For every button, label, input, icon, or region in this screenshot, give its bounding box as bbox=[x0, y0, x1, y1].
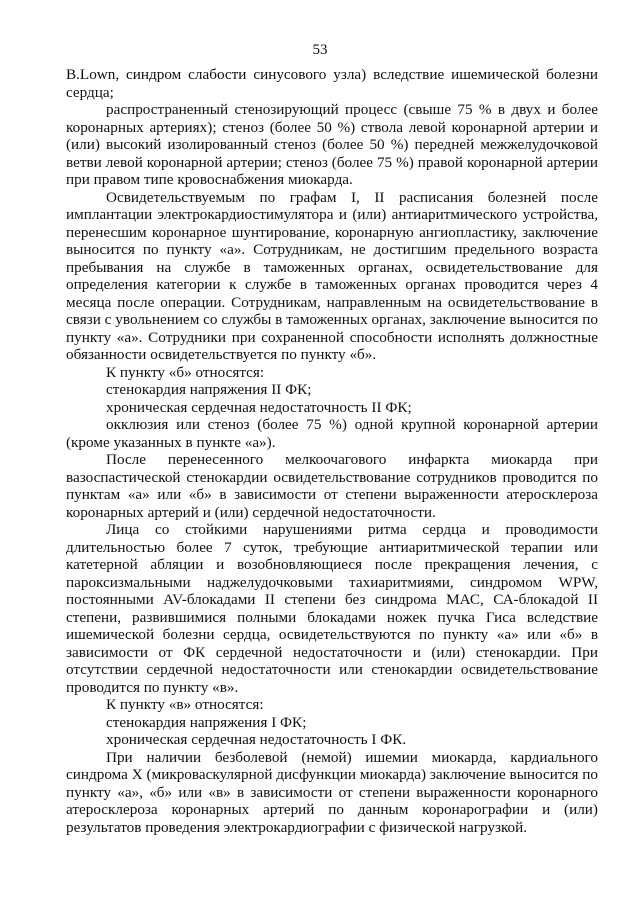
paragraph: К пункту «в» относятся: bbox=[106, 696, 264, 713]
paragraph: хроническая сердечная недостаточность II ФК; bbox=[106, 398, 412, 416]
paragraph: распространенный стенозирующий процесс (свыше 75 % в двух и более коронарных артериях); стеноз (более 50 %) ствола левой коронарной артерии и (или) высокий изолированный стеноз (более 50 %) передней межжелудочковой ветви левой коронарной артерии; стеноз (более 75 %) правой коронарной артерии при правом типе кровоснабжения миокарда. bbox=[66, 101, 598, 188]
paragraph: окклюзия или стеноз (более 75 %) одной крупной коронарной артерии (кроме указанных в пункте «а»). bbox=[66, 416, 598, 451]
document-body bbox=[66, 66, 598, 836]
paragraph: Лица со стойкими нарушениями ритма сердца и проводимости длительностью более 7 суток, требующие антиаритмической терапии или катетерной абляции и возобновляющиеся после прекращения лечения, с пароксизмальными наджелудочковыми тахиаритмиями, синдромом WPW, постоянными AV-блокадами II степени без синдрома МАС, СА-блокадой II степени, развившимися полными блокадами ножек пучка Гиса вследствие ишемической болезни сердца, освидетельствуются по пункту «а» или «б» в зависимости от ФК сердечной недостаточности и (или) стенокардии. При отсутствии сердечной недостаточности или стенокардии освидетельствование проводится по пункту «в». bbox=[66, 521, 598, 696]
paragraph: К пункту «б» относятся: bbox=[106, 363, 265, 381]
page-number: 53 bbox=[312, 42, 328, 58]
paragraph: Освидетельствуемым по графам I, II расписания болезней после имплантации электрокардиостимулятора и (или) антиаритмического устройства, перенесшим коронарное шунтирование, коронарную ангиопластику, заключение выносится по пункту «а». Сотрудникам, не достигшим предельного возраста пребывания на службе в таможенных органах, освидетельствование для определения категории к службе в таможенных органах проводится через 4 месяца после операции. Сотрудникам, направленным на освидетельствование в связи с увольнением со службы в таможенных органах, заключение выносится по пункту «а». Сотрудники при сохраненной способности исполнять должностные обязанности освидетельствуется по пункту «б». bbox=[66, 188, 598, 363]
paragraph: B.Lown, синдром слабости синусового узла) вследствие ишемической болезни сердца; bbox=[66, 66, 598, 101]
paragraph: хроническая сердечная недостаточность I ФК. bbox=[106, 731, 407, 748]
paragraph: стенокардия напряжения I ФК; bbox=[106, 713, 307, 731]
paragraph: стенокардия напряжения II ФК; bbox=[106, 381, 312, 398]
paragraph: После перенесенного мелкоочагового инфаркта миокарда при вазоспастической стенокардии освидетельствование сотрудников проводится по пунктам «а» или «б» в зависимости от степени выраженности атеросклероза коронарных артерий и (или) сердечной недостаточности. bbox=[66, 451, 598, 521]
paragraph: При наличии безболевой (немой) ишемии миокарда, кардиального синдрома X (микроваскулярной дисфункции миокарда) заключение выносится по пункту «а», «б» или «в» в зависимости от степени выраженности коронарного атеросклероза коронарных артерий по данным коронарографии и (или) результатов проведения электрокардиографии с физической нагрузкой. bbox=[66, 748, 598, 836]
